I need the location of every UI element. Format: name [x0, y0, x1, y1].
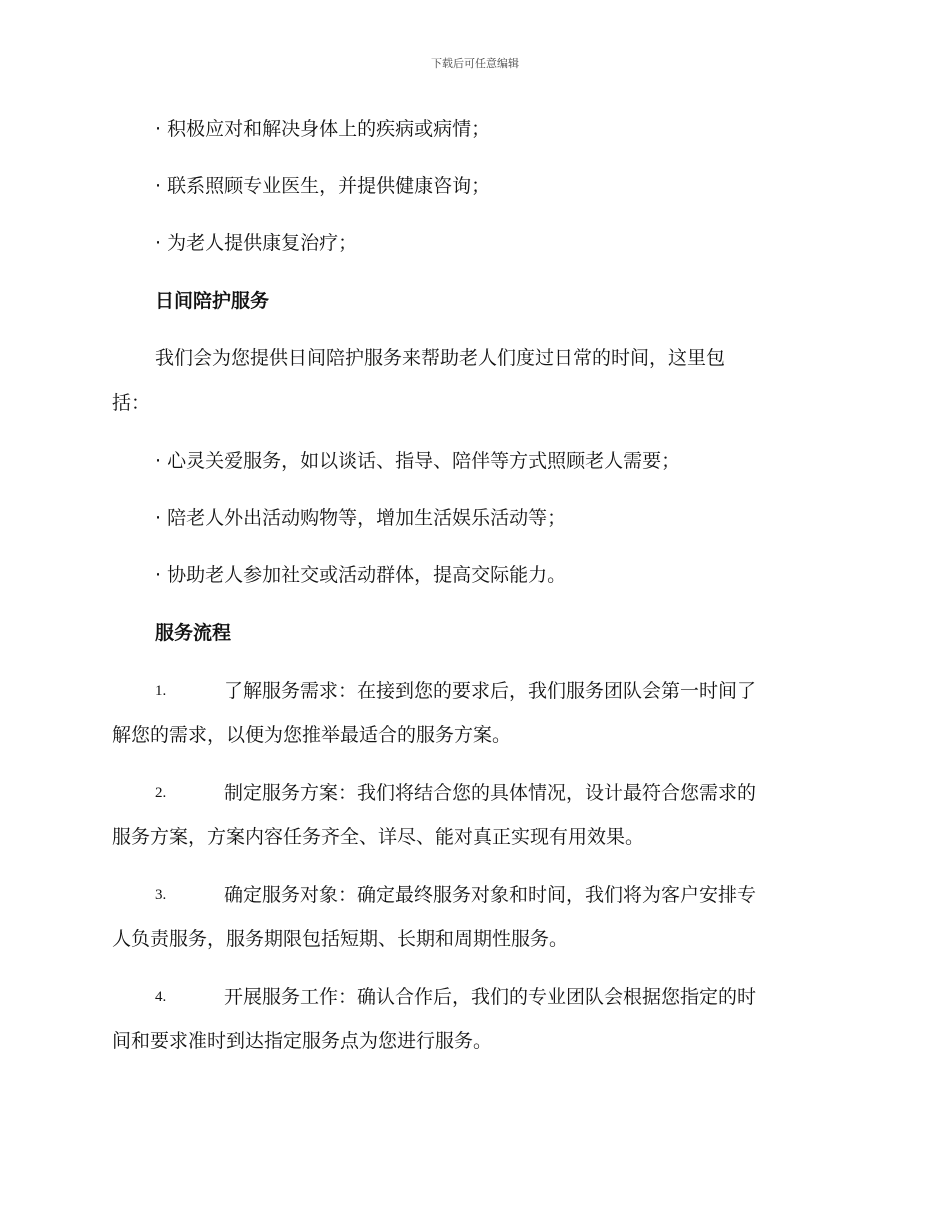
paragraph-line: 我们会为您提供日间陪护服务来帮助老人们度过日常的时间，这里包 — [155, 347, 726, 369]
step-number: 4. — [155, 989, 167, 1005]
page-header: 下载后可任意编辑 — [431, 57, 519, 70]
list-item: · 心灵关爱服务，如以谈话、指导、陪伴等方式照顾老人需要； — [155, 450, 681, 472]
step-text: 确定服务对象：确定最终服务对象和时间，我们将为客户安排专 — [224, 884, 757, 906]
list-item: · 积极应对和解决身体上的疾病或病情； — [155, 118, 491, 140]
step-text-cont: 服务方案，方案内容任务齐全、详尽、能对真正实现有用效果。 — [112, 826, 645, 848]
list-item: · 协助老人参加社交或活动群体，提高交际能力。 — [155, 564, 567, 586]
list-item: · 陪老人外出活动购物等，增加生活娱乐活动等； — [155, 507, 567, 529]
step-text: 开展服务工作：确认合作后，我们的专业团队会根据您指定的时 — [224, 986, 757, 1008]
step-text-cont: 间和要求准时到达指定服务点为您进行服务。 — [112, 1030, 493, 1052]
paragraph-line: 括： — [112, 392, 151, 414]
section-heading-day-care: 日间陪护服务 — [155, 290, 270, 312]
step-number: 2. — [155, 785, 167, 801]
step-text-cont: 解您的需求，以便为您推举最适合的服务方案。 — [112, 724, 512, 746]
step-number: 3. — [155, 887, 167, 903]
step-text: 制定服务方案：我们将结合您的具体情况，设计最符合您需求的 — [224, 782, 757, 804]
step-text-cont: 人负责服务，服务期限包括短期、长期和周期性服务。 — [112, 928, 569, 950]
list-item: · 联系照顾专业医生，并提供健康咨询； — [155, 175, 491, 197]
section-heading-service-flow: 服务流程 — [155, 622, 232, 644]
list-item: · 为老人提供康复治疗； — [155, 232, 358, 254]
step-text: 了解服务需求：在接到您的要求后，我们服务团队会第一时间了 — [224, 680, 757, 702]
step-number: 1. — [155, 683, 167, 699]
